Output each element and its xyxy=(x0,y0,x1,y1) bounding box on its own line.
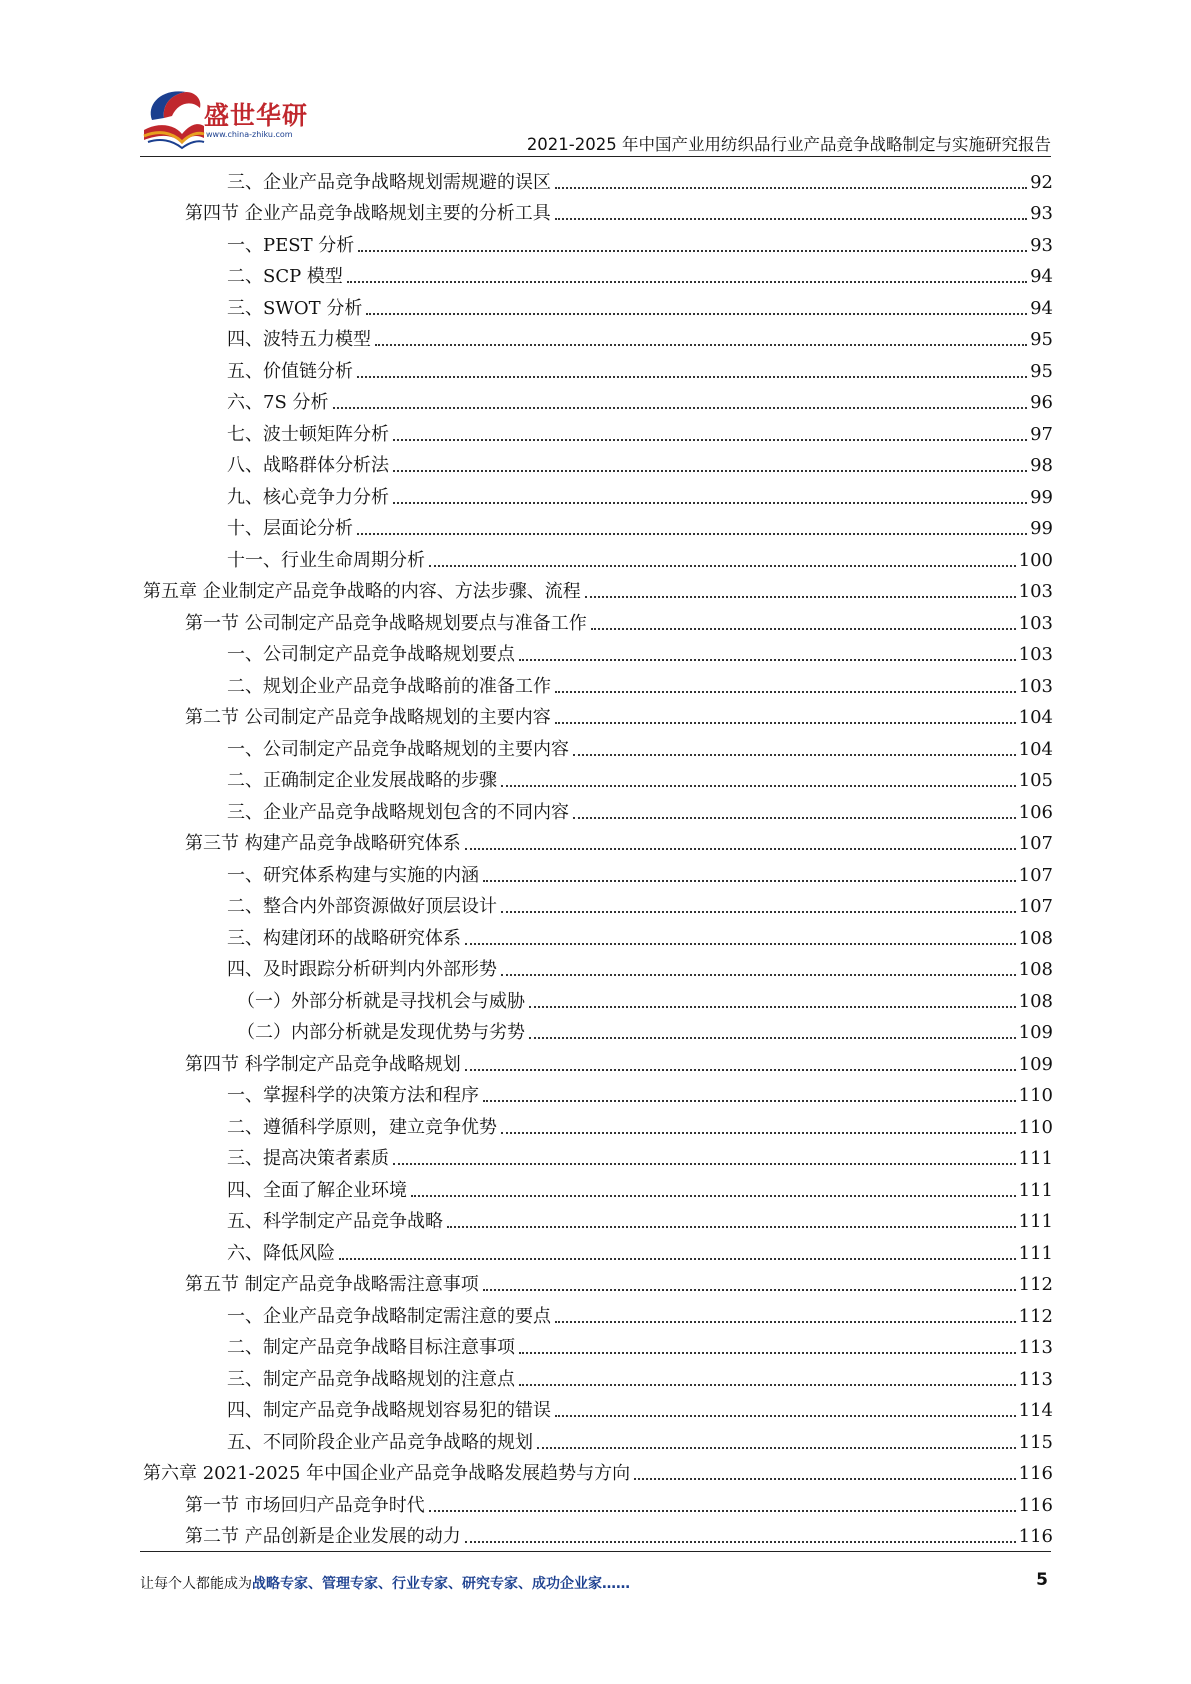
toc-entry-page: 103 xyxy=(1018,675,1053,697)
toc-leader-dots xyxy=(519,1384,1016,1386)
toc-entry-page: 105 xyxy=(1018,770,1053,791)
toc-leader-dots xyxy=(483,1100,1016,1102)
toc-entry-label: 第五节 制定产品竞争战略需注意事项 xyxy=(185,1274,479,1295)
toc-entry[interactable] xyxy=(143,887,1053,919)
toc-entry[interactable] xyxy=(143,1107,1053,1139)
toc-entry-label: 三、企业产品竞争战略规划需规避的误区 xyxy=(227,171,551,193)
toc-entry-label: 二、遵循科学原则，建立竞争优势 xyxy=(227,1116,497,1138)
toc-entry-page: 95 xyxy=(1030,360,1053,382)
toc-entry-page: 112 xyxy=(1018,1305,1053,1327)
toc-leader-dots xyxy=(555,1321,1016,1323)
toc-entry-label: 四、及时跟踪分析研判内外部形势 xyxy=(227,959,497,980)
toc-leader-dots xyxy=(393,502,1027,504)
toc-entry-page: 104 xyxy=(1018,707,1053,728)
toc-leader-dots xyxy=(501,785,1016,787)
toc-entry[interactable] xyxy=(143,162,1053,194)
toc-entry[interactable] xyxy=(143,257,1053,289)
toc-entry[interactable] xyxy=(143,225,1053,257)
toc-entry-page: 116 xyxy=(1018,1494,1053,1516)
toc-entry-page: 108 xyxy=(1018,959,1053,980)
toc-entry-label: 第四节 企业产品竞争战略规划主要的分析工具 xyxy=(185,203,551,224)
toc-entry-page: 110 xyxy=(1018,1116,1053,1138)
toc-entry-page: 100 xyxy=(1018,549,1053,571)
toc-entry[interactable] xyxy=(143,635,1053,667)
toc-leader-dots xyxy=(555,691,1016,693)
toc-entry-label: 二、整合内外部资源做好顶层设计 xyxy=(227,896,497,917)
toc-entry[interactable] xyxy=(143,855,1053,887)
toc-entry-page: 103 xyxy=(1018,581,1053,602)
toc-entry[interactable] xyxy=(143,1517,1053,1549)
toc-entry-label: （二）内部分析就是发现优势与劣势 xyxy=(237,1022,525,1043)
toc-entry[interactable] xyxy=(143,603,1053,635)
toc-entry-label: 二、SCP 模型 xyxy=(227,266,343,287)
toc-entry-page: 103 xyxy=(1018,644,1053,665)
toc-leader-dots xyxy=(501,974,1016,976)
toc-entry-page: 104 xyxy=(1018,738,1053,760)
toc-entry[interactable] xyxy=(143,729,1053,761)
toc-leader-dots xyxy=(555,722,1016,724)
toc-entry-page: 95 xyxy=(1030,329,1053,350)
toc-leader-dots xyxy=(429,565,1016,567)
toc-leader-dots xyxy=(347,281,1027,283)
toc-entry-page: 113 xyxy=(1018,1368,1053,1390)
footer-slogan-highlight: 战略专家、管理专家、行业专家、研究专家、成功企业家…… xyxy=(252,1576,630,1592)
toc-entry[interactable] xyxy=(143,1044,1053,1076)
toc-entry-page: 109 xyxy=(1018,1022,1053,1043)
toc-entry-label: 一、企业产品竞争战略制定需注意的要点 xyxy=(227,1305,551,1327)
toc-leader-dots xyxy=(483,1289,1016,1291)
toc-entry-label: 一、公司制定产品竞争战略规划要点 xyxy=(227,644,515,665)
toc-leader-dots xyxy=(537,1447,1016,1449)
toc-entry-label: 三、企业产品竞争战略规划包含的不同内容 xyxy=(227,801,569,823)
toc-entry-page: 96 xyxy=(1030,392,1053,413)
footer-slogan-prefix: 让每个人都能成为 xyxy=(140,1576,252,1592)
toc-entry-label: 第五章 企业制定产品竞争战略的内容、方法步骤、流程 xyxy=(143,581,581,602)
toc-entry-label: 五、不同阶段企业产品竞争战略的规划 xyxy=(227,1431,533,1453)
logo-text: 盛世华研 xyxy=(204,101,309,130)
toc-entry[interactable] xyxy=(143,1485,1053,1517)
toc-entry-label: 第一节 市场回归产品竞争时代 xyxy=(185,1494,425,1516)
toc-entry-label: 第六章 2021-2025 年中国企业产品竞争战略发展趋势与方向 xyxy=(143,1463,631,1484)
toc-leader-dots xyxy=(529,1037,1016,1039)
toc-entry-page: 111 xyxy=(1018,1179,1053,1201)
toc-entry-page: 109 xyxy=(1018,1053,1053,1075)
toc-leader-dots xyxy=(366,313,1027,315)
toc-entry-page: 107 xyxy=(1018,833,1053,854)
toc-entry-label: 第二节 公司制定产品竞争战略规划的主要内容 xyxy=(185,707,551,728)
toc-entry[interactable] xyxy=(143,1013,1053,1045)
toc-entry[interactable] xyxy=(143,1422,1053,1454)
toc-entry-label: 一、PEST 分析 xyxy=(227,234,355,256)
toc-entry-label: （一）外部分析就是寻找机会与威胁 xyxy=(237,990,525,1012)
toc-entry-page: 111 xyxy=(1018,1148,1053,1169)
toc-entry-page: 98 xyxy=(1030,455,1053,476)
toc-entry[interactable] xyxy=(143,446,1053,478)
toc-entry-label: 四、制定产品竞争战略规划容易犯的错误 xyxy=(227,1400,551,1421)
toc-entry-label: 五、科学制定产品竞争战略 xyxy=(227,1211,443,1232)
toc-entry[interactable] xyxy=(143,1233,1053,1265)
toc-entry-label: 十一、行业生命周期分析 xyxy=(227,549,425,571)
toc-entry-page: 108 xyxy=(1018,990,1053,1012)
toc-leader-dots xyxy=(585,596,1016,598)
toc-entry-page: 94 xyxy=(1030,266,1053,287)
toc-entry-label: 第二节 产品创新是企业发展的动力 xyxy=(185,1526,461,1547)
toc-entry[interactable] xyxy=(143,572,1053,604)
toc-entry[interactable] xyxy=(143,981,1053,1013)
toc-entry-page: 115 xyxy=(1018,1431,1053,1453)
toc-entry[interactable] xyxy=(143,761,1053,793)
toc-entry-label: 十、层面论分析 xyxy=(227,518,353,539)
toc-entry[interactable] xyxy=(143,320,1053,352)
toc-entry[interactable] xyxy=(143,666,1053,698)
toc-entry-page: 94 xyxy=(1030,297,1053,319)
toc-entry-page: 106 xyxy=(1018,801,1053,823)
toc-entry-page: 108 xyxy=(1018,927,1053,949)
toc-entry[interactable] xyxy=(143,824,1053,856)
toc-entry-page: 93 xyxy=(1030,234,1053,256)
toc-entry-page: 110 xyxy=(1018,1085,1053,1106)
toc-entry[interactable] xyxy=(143,1170,1053,1202)
toc-entry-page: 103 xyxy=(1018,612,1053,634)
toc-leader-dots xyxy=(555,1415,1016,1417)
toc-entry-label: 一、研究体系构建与实施的内涵 xyxy=(227,864,479,886)
toc-entry-label: 二、正确制定企业发展战略的步骤 xyxy=(227,770,497,791)
toc-leader-dots xyxy=(573,817,1016,819)
toc-entry-page: 93 xyxy=(1030,203,1053,224)
table-of-contents xyxy=(143,162,1053,1548)
toc-entry-label: 第三节 构建产品竞争战略研究体系 xyxy=(185,833,461,854)
toc-leader-dots xyxy=(501,1132,1016,1134)
toc-entry-page: 113 xyxy=(1018,1337,1053,1358)
toc-entry[interactable] xyxy=(143,194,1053,226)
toc-entry-page: 111 xyxy=(1018,1242,1053,1264)
toc-entry-label: 三、构建闭环的战略研究体系 xyxy=(227,927,461,949)
toc-entry[interactable] xyxy=(143,509,1053,541)
toc-entry-label: 四、波特五力模型 xyxy=(227,329,371,350)
toc-entry-page: 107 xyxy=(1018,896,1053,917)
toc-leader-dots xyxy=(339,1258,1016,1260)
toc-entry-label: 一、掌握科学的决策方法和程序 xyxy=(227,1085,479,1106)
toc-entry-label: 三、提高决策者素质 xyxy=(227,1148,389,1169)
toc-leader-dots xyxy=(591,628,1016,630)
toc-entry[interactable] xyxy=(143,1328,1053,1360)
toc-entry[interactable] xyxy=(143,1265,1053,1297)
toc-leader-dots xyxy=(519,1352,1016,1354)
toc-leader-dots xyxy=(465,943,1016,945)
toc-leader-dots xyxy=(465,848,1016,850)
toc-entry[interactable] xyxy=(143,540,1053,572)
toc-entry[interactable] xyxy=(143,1202,1053,1234)
toc-leader-dots xyxy=(429,1510,1016,1512)
toc-entry-label: 三、SWOT 分析 xyxy=(227,297,363,319)
toc-leader-dots xyxy=(483,880,1016,882)
page-number: 5 xyxy=(1036,1570,1048,1590)
toc-leader-dots xyxy=(634,1478,1016,1480)
toc-leader-dots xyxy=(393,470,1027,472)
toc-entry-page: 116 xyxy=(1018,1526,1053,1547)
toc-leader-dots xyxy=(447,1226,1016,1228)
toc-leader-dots xyxy=(357,533,1027,535)
toc-entry-label: 九、核心竞争力分析 xyxy=(227,486,389,508)
toc-entry[interactable] xyxy=(143,792,1053,824)
toc-leader-dots xyxy=(555,187,1027,189)
toc-entry-page: 116 xyxy=(1018,1463,1053,1484)
toc-leader-dots xyxy=(393,1163,1016,1165)
toc-entry[interactable] xyxy=(143,383,1053,415)
toc-entry-label: 四、全面了解企业环境 xyxy=(227,1179,407,1201)
toc-leader-dots xyxy=(375,344,1027,346)
toc-entry-page: 99 xyxy=(1030,518,1053,539)
toc-leader-dots xyxy=(393,439,1027,441)
toc-leader-dots xyxy=(519,659,1016,661)
toc-entry-page: 112 xyxy=(1018,1274,1053,1295)
toc-leader-dots xyxy=(358,250,1027,252)
toc-entry[interactable] xyxy=(143,918,1053,950)
toc-entry-label: 一、公司制定产品竞争战略规划的主要内容 xyxy=(227,738,569,760)
toc-entry-label: 二、制定产品竞争战略目标注意事项 xyxy=(227,1337,515,1358)
toc-leader-dots xyxy=(573,754,1016,756)
toc-entry-label: 五、价值链分析 xyxy=(227,360,353,382)
toc-entry-label: 第一节 公司制定产品竞争战略规划要点与准备工作 xyxy=(185,612,587,634)
header-divider xyxy=(140,156,1051,157)
toc-entry[interactable] xyxy=(143,351,1053,383)
toc-leader-dots xyxy=(465,1541,1016,1543)
toc-entry-page: 107 xyxy=(1018,864,1053,886)
toc-entry-page: 92 xyxy=(1030,171,1053,193)
toc-leader-dots xyxy=(357,376,1027,378)
toc-leader-dots xyxy=(529,1006,1016,1008)
toc-leader-dots xyxy=(411,1195,1016,1197)
toc-entry-label: 六、7S 分析 xyxy=(227,392,329,413)
toc-entry-label: 第四节 科学制定产品竞争战略规划 xyxy=(185,1053,461,1075)
toc-entry-page: 114 xyxy=(1018,1400,1053,1421)
toc-entry-label: 六、降低风险 xyxy=(227,1242,335,1264)
toc-leader-dots xyxy=(501,911,1016,913)
footer-divider xyxy=(140,1551,1051,1552)
toc-entry-label: 七、波士顿矩阵分析 xyxy=(227,423,389,445)
toc-entry[interactable] xyxy=(143,1296,1053,1328)
toc-entry[interactable] xyxy=(143,1359,1053,1391)
toc-leader-dots xyxy=(465,1069,1016,1071)
toc-entry-page: 111 xyxy=(1018,1211,1053,1232)
toc-entry-page: 97 xyxy=(1030,423,1053,445)
toc-entry[interactable] xyxy=(143,698,1053,730)
toc-entry[interactable] xyxy=(143,1391,1053,1423)
footer-slogan xyxy=(140,1573,630,1593)
toc-entry-label: 二、规划企业产品竞争战略前的准备工作 xyxy=(227,675,551,697)
toc-entry-label: 三、制定产品竞争战略规划的注意点 xyxy=(227,1368,515,1390)
toc-entry[interactable] xyxy=(143,288,1053,320)
report-title: 2021-2025 年中国产业用纺织品行业产品竞争战略制定与实施研究报告 xyxy=(526,135,1051,154)
toc-entry[interactable] xyxy=(143,477,1053,509)
toc-entry-page: 99 xyxy=(1030,486,1053,508)
toc-entry[interactable] xyxy=(143,950,1053,982)
page-header xyxy=(0,0,1191,160)
toc-entry[interactable] xyxy=(143,414,1053,446)
toc-leader-dots xyxy=(333,407,1028,409)
toc-entry[interactable] xyxy=(143,1076,1053,1108)
toc-leader-dots xyxy=(555,218,1027,220)
logo-url: www.china-zhiku.com xyxy=(206,130,293,139)
toc-entry[interactable] xyxy=(143,1454,1053,1486)
toc-entry[interactable] xyxy=(143,1139,1053,1171)
toc-entry-label: 八、战略群体分析法 xyxy=(227,455,389,476)
